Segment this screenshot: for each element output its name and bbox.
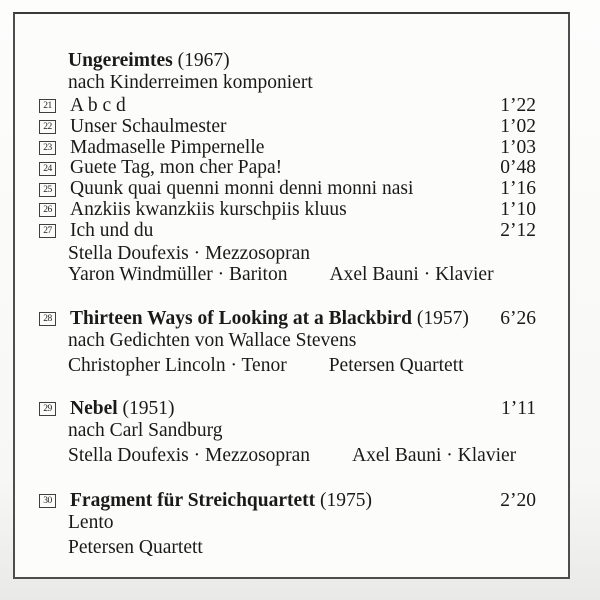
- track-number-badge: 30: [39, 494, 56, 508]
- performer-right: Axel Bauni · Klavier: [329, 264, 494, 286]
- performer-left: Christopher Lincoln · Tenor: [68, 354, 287, 376]
- track-number-badge: 25: [39, 183, 56, 197]
- track-number-badge: 26: [39, 203, 56, 217]
- performer-left: Stella Doufexis · Mezzosopran: [68, 445, 311, 467]
- track-duration: 2’20: [500, 489, 536, 511]
- work-year: (1957): [412, 307, 469, 329]
- performer-left: Petersen Quartett: [68, 536, 203, 558]
- performer-line: [68, 243, 536, 265]
- work-section-fragment: [39, 490, 536, 559]
- work-heading: [39, 398, 536, 420]
- track-duration: 1’10: [500, 198, 536, 220]
- work-year: (1951): [117, 398, 175, 420]
- track-duration: 1’11: [500, 398, 536, 420]
- track-row: [39, 117, 536, 138]
- track-number-badge: 29: [39, 402, 56, 416]
- work-subtitle: nach Kinderreimen komponiert: [68, 72, 313, 93]
- track-number-badge: 27: [39, 224, 56, 238]
- performer-line: [68, 537, 536, 559]
- work-title: Nebel: [70, 398, 118, 420]
- work-year: (1975): [315, 489, 373, 511]
- track-duration: 1’02: [500, 115, 536, 137]
- track-number-badge: 24: [39, 162, 56, 176]
- performer-line: [68, 445, 536, 467]
- work-section-ungereimtes: [39, 50, 536, 286]
- track-title: Madmaselle Pimpernelle: [70, 137, 265, 158]
- track-row: [39, 221, 536, 242]
- work-year: (1967): [172, 50, 230, 71]
- work-subtitle: nach Carl Sandburg: [68, 420, 223, 442]
- performer-line: [68, 264, 536, 286]
- track-title: A b c d: [70, 96, 126, 116]
- track-duration: 0’48: [500, 157, 536, 179]
- track-duration: 1’22: [500, 95, 536, 116]
- performer-line: [68, 355, 536, 377]
- track-row: [39, 179, 536, 200]
- work-heading: [39, 490, 536, 512]
- work-title: Ungereimtes: [68, 50, 173, 71]
- work-subtitle: nach Gedichten von Wallace Stevens: [68, 329, 357, 351]
- performer-left: Yaron Windmüller · Bariton: [68, 264, 288, 286]
- track-row: [39, 200, 536, 221]
- work-section-nebel: [39, 398, 536, 467]
- work-title: Thirteen Ways of Looking at a Blackbird: [70, 307, 413, 329]
- track-duration: 1’03: [500, 136, 536, 158]
- booklet-page-frame: [13, 12, 570, 579]
- work-heading: [39, 308, 536, 330]
- track-title: Quunk quai quenni monni denni monni nasi: [70, 179, 414, 200]
- work-heading: [39, 50, 536, 72]
- work-subtitle: Lento: [68, 511, 114, 533]
- work-section-blackbird: [39, 308, 536, 377]
- track-duration: 6’26: [500, 307, 536, 329]
- track-row: [39, 158, 536, 179]
- track-duration: 2’12: [500, 219, 536, 241]
- track-number-badge: 23: [39, 141, 56, 155]
- track-number-badge: 21: [39, 99, 56, 113]
- performer-left: Stella Doufexis · Mezzosopran: [68, 242, 311, 264]
- track-row: [39, 138, 536, 159]
- performers-block: [39, 537, 536, 559]
- performers-block: [39, 445, 536, 467]
- work-title: Fragment für Streichquartett: [70, 489, 316, 511]
- performers-block: [39, 355, 536, 377]
- track-title: Guete Tag, mon cher Papa!: [70, 158, 283, 179]
- track-title: Unser Schaulmester: [70, 116, 227, 137]
- track-number-badge: 22: [39, 120, 56, 134]
- performer-right: Petersen Quartett: [328, 354, 464, 376]
- track-row: [39, 96, 536, 117]
- track-title: Ich und du: [70, 220, 154, 241]
- performers-block: [39, 243, 536, 286]
- track-duration: 1’16: [500, 178, 536, 200]
- track-title: Anzkiis kwanzkiis kurschpiis kluus: [70, 199, 347, 220]
- performer-right: Axel Bauni · Klavier: [352, 445, 517, 467]
- track-number-badge: 28: [39, 312, 56, 326]
